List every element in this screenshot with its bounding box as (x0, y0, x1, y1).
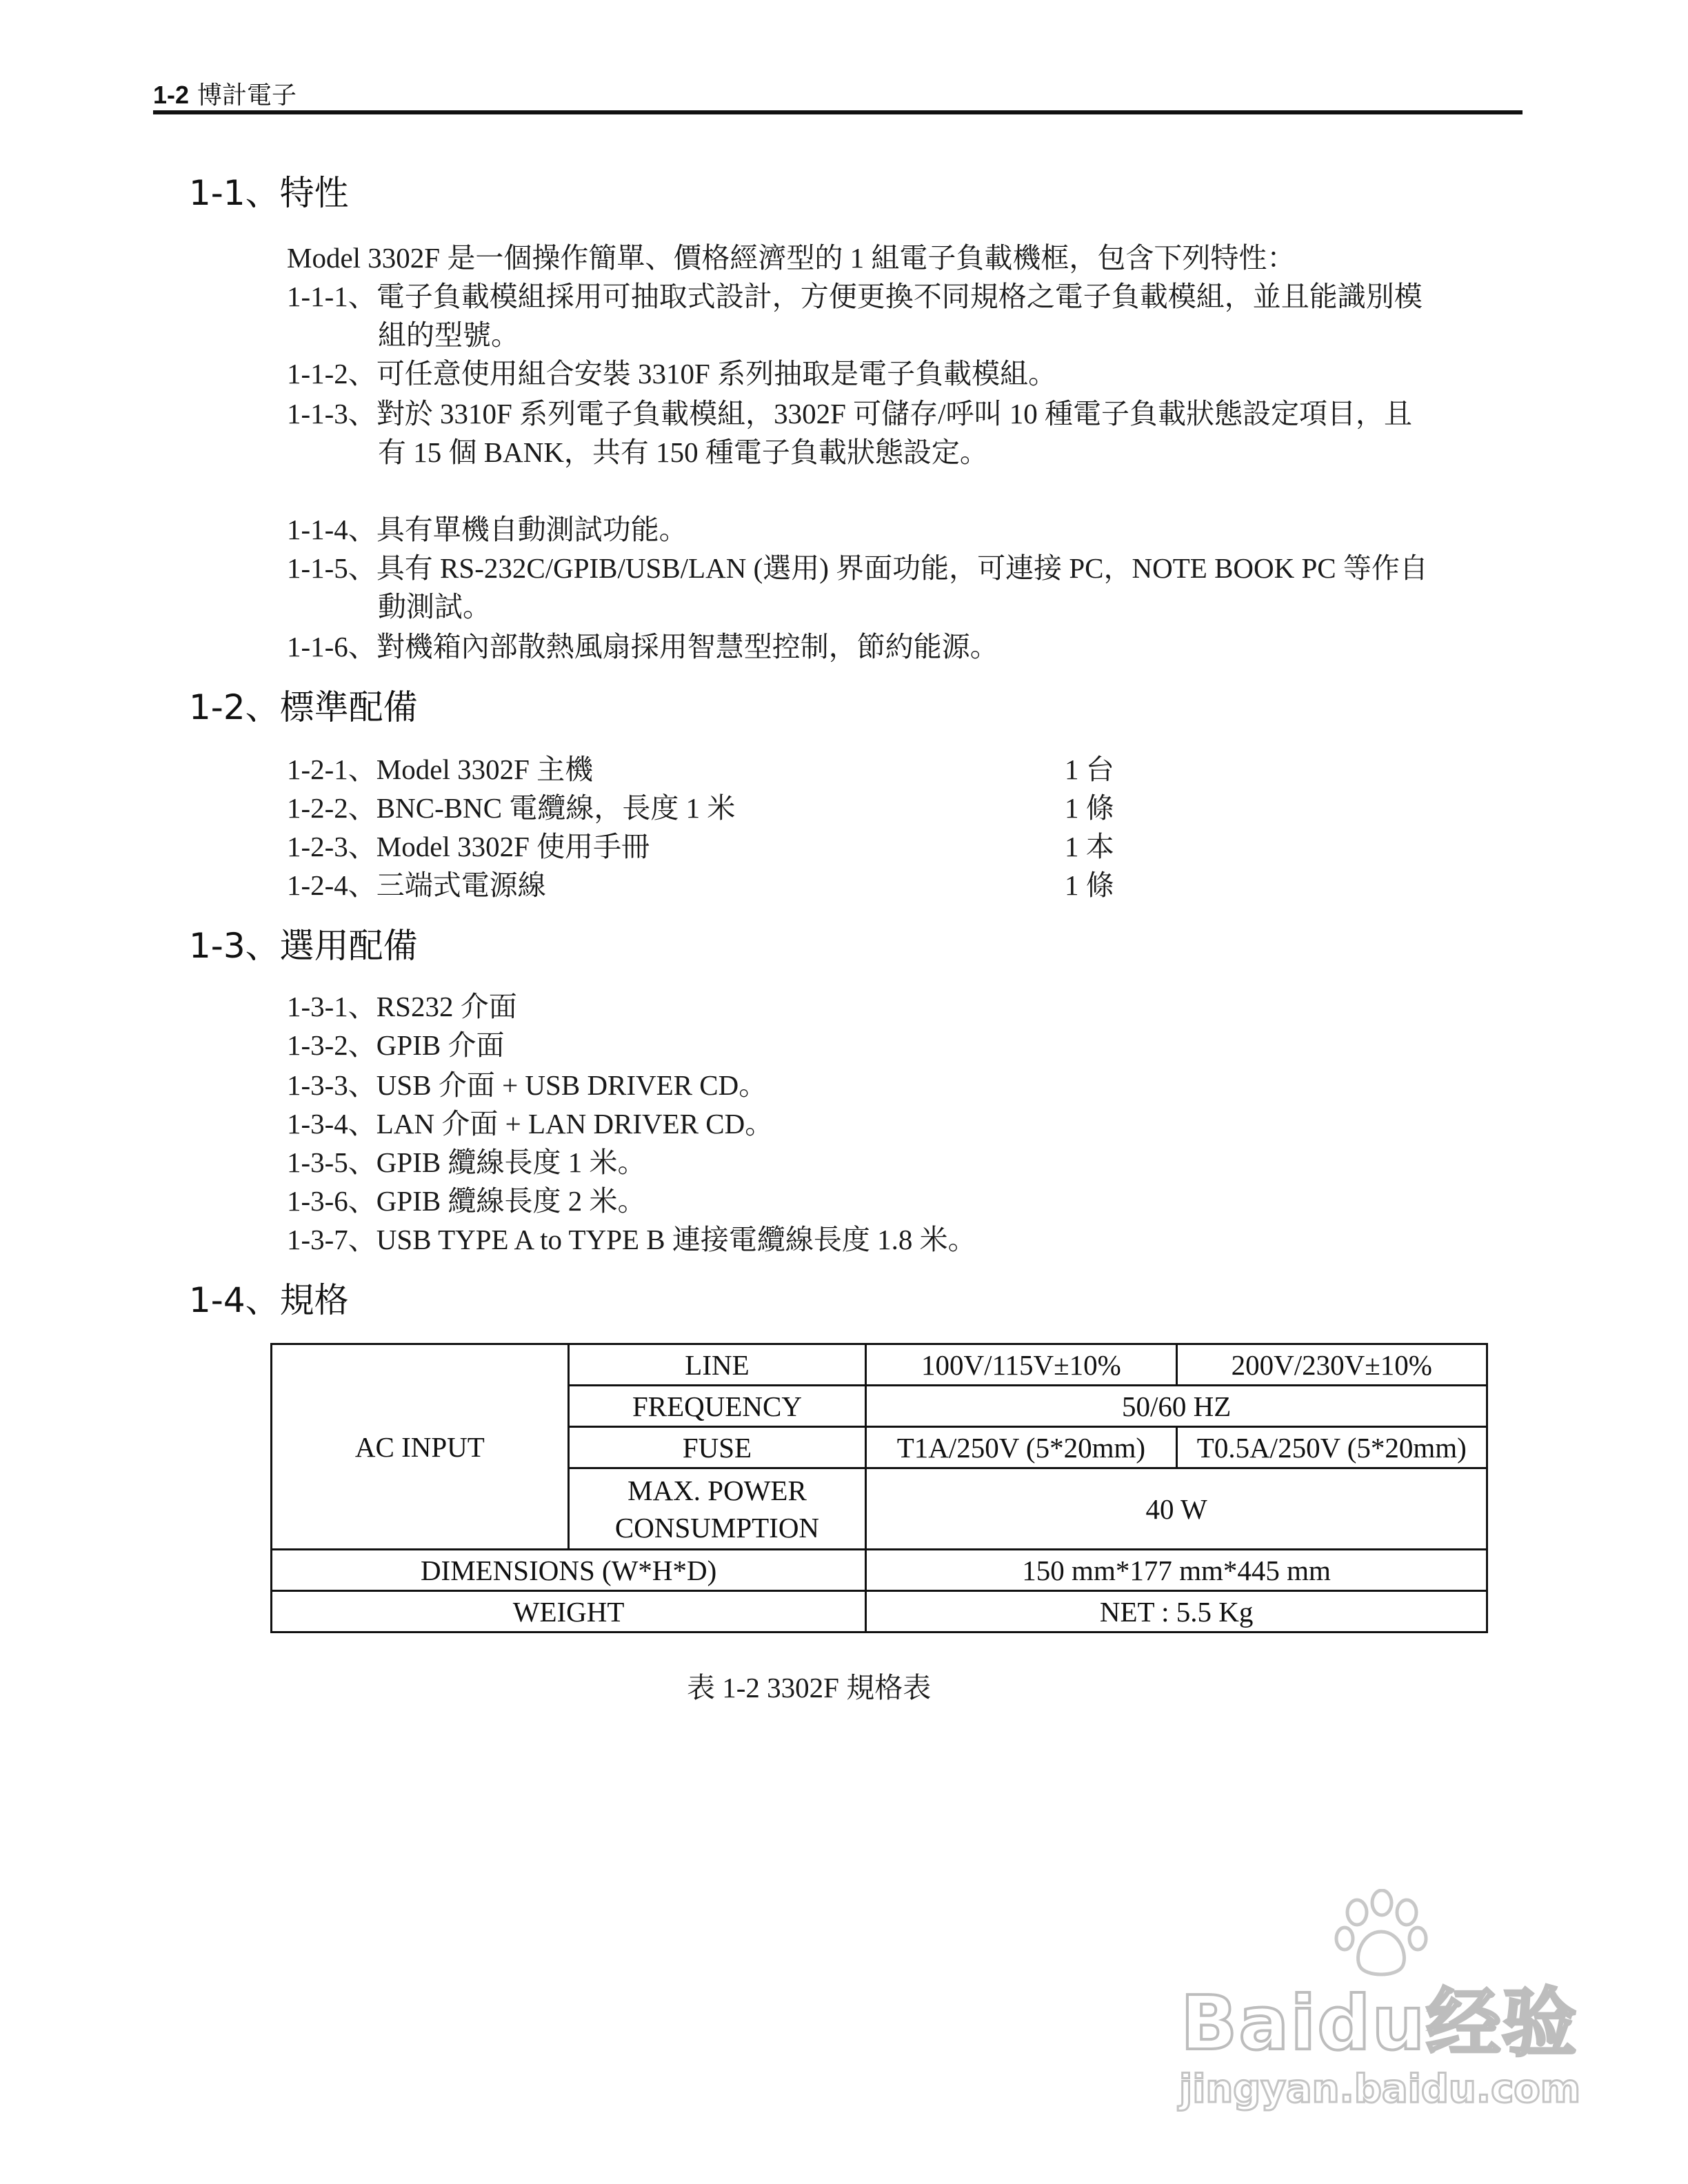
dimensions-label: DIMENSIONS (W*H*D) (272, 1550, 866, 1591)
optional-item: 1-3-3、USB 介面 + USB DRIVER CD。 (287, 1069, 767, 1101)
feature-item (287, 627, 1521, 666)
feature-text: 電子負載模組採用可抽取式設計，方便更換不同規格之電子負載模組，並且能識別模 (376, 281, 1423, 312)
standard-item-label: 1-2-2、BNC-BNC 電纜線，長度 1 米 (287, 792, 736, 824)
running-header (153, 81, 297, 109)
feature-item (287, 277, 1521, 316)
max-power-label-line2: CONSUMPTION (614, 1511, 820, 1544)
max-power-label (568, 1468, 865, 1550)
optional-item: 1-3-2、GPIB 介面 (287, 1029, 505, 1061)
standard-item-label: 1-2-4、三端式電源線 (287, 869, 546, 901)
ac-input-label: AC INPUT (272, 1344, 569, 1550)
feature-text: 對於 3310F 系列電子負載模組，3302F 可儲存/呼叫 10 種電子負載狀態設定項目，且 (376, 398, 1413, 429)
section-title-standard: 1-2、標準配備 (189, 687, 418, 727)
feature-num: 1-1-4、 (287, 514, 376, 545)
feature-num: 1-1-2、 (287, 358, 376, 390)
weight-value: NET : 5.5 Kg (866, 1591, 1487, 1632)
feature-num: 1-1-6、 (287, 631, 376, 663)
line-label: LINE (568, 1344, 865, 1386)
frequency-label: FREQUENCY (568, 1386, 865, 1427)
company-name: 博計電子 (197, 81, 297, 109)
feature-item (287, 354, 1521, 393)
optional-item: 1-3-6、GPIB 纜線長度 2 米。 (287, 1185, 646, 1217)
optional-item: 1-3-1、RS232 介面 (287, 991, 517, 1022)
spec-table (270, 1343, 1488, 1633)
feature-continuation: 組的型號。 (378, 319, 519, 351)
section-title-optional: 1-3、選用配備 (189, 926, 418, 966)
optional-item: 1-3-5、GPIB 纜線長度 1 米。 (287, 1146, 646, 1178)
standard-item-qty: 1 台 (1065, 754, 1114, 785)
feature-continuation: 動測試。 (378, 591, 491, 623)
fuse-label: FUSE (568, 1427, 865, 1468)
standard-item-label: 1-2-1、Model 3302F 主機 (287, 754, 594, 785)
feature-num: 1-1-1、 (287, 281, 376, 312)
feature-text: 可任意使用組合安裝 3310F 系列抽取是電子負載模組。 (376, 358, 1057, 390)
feature-num: 1-1-3、 (287, 398, 376, 429)
standard-item-label: 1-2-3、Model 3302F 使用手冊 (287, 831, 650, 862)
feature-text: 具有 RS-232C/GPIB/USB/LAN (選用) 界面功能，可連接 PC，NOTE BOOK PC 等作自 (376, 552, 1428, 584)
feature-text: 對機箱內部散熱風扇採用智慧型控制，節約能源。 (376, 631, 998, 663)
optional-item: 1-3-7、USB TYPE A to TYPE B 連接電纜線長度 1.8 米。 (287, 1224, 976, 1255)
page-label: 1-2 (153, 81, 190, 109)
standard-item-qty: 1 條 (1065, 792, 1114, 824)
frequency-value: 50/60 HZ (866, 1386, 1487, 1427)
max-power-label-line1: MAX. POWER (627, 1474, 807, 1506)
dimensions-value: 150 mm*177 mm*445 mm (866, 1550, 1487, 1591)
baidu-watermark (1172, 1889, 1586, 2151)
header-rule (153, 110, 1523, 114)
line-value-2: 200V/230V±10% (1176, 1344, 1487, 1386)
optional-item: 1-3-4、LAN 介面 + LAN DRIVER CD。 (287, 1108, 774, 1140)
feature-text: 具有單機自動測試功能。 (376, 514, 687, 545)
line-value-1: 100V/115V±10% (866, 1344, 1176, 1386)
watermark-brand: Baidu经验 (1180, 1981, 1578, 2067)
feature-item (287, 549, 1521, 587)
feature-item (287, 510, 1521, 549)
table-caption: 表 1-2 3302F 規格表 (687, 1672, 932, 1703)
features-intro: Model 3302F 是一個操作簡單、價格經濟型的 1 組電子負載機框，包含下列特性： (287, 242, 1296, 274)
section-title-features: 1-1、特性 (189, 173, 349, 213)
section-title-specs: 1-4、規格 (189, 1280, 349, 1320)
fuse-value-1: T1A/250V (5*20mm) (866, 1427, 1176, 1468)
watermark-url: jingyan.baidu.com (1179, 2067, 1581, 2112)
standard-item-qty: 1 條 (1065, 869, 1114, 901)
fuse-value-2: T0.5A/250V (5*20mm) (1176, 1427, 1487, 1468)
max-power-value: 40 W (866, 1468, 1487, 1550)
feature-continuation: 有 15 個 BANK，共有 150 種電子負載狀態設定。 (378, 436, 988, 468)
standard-item-qty: 1 本 (1065, 831, 1114, 862)
feature-num: 1-1-5、 (287, 552, 376, 584)
feature-item (287, 394, 1521, 433)
weight-label: WEIGHT (272, 1591, 866, 1632)
